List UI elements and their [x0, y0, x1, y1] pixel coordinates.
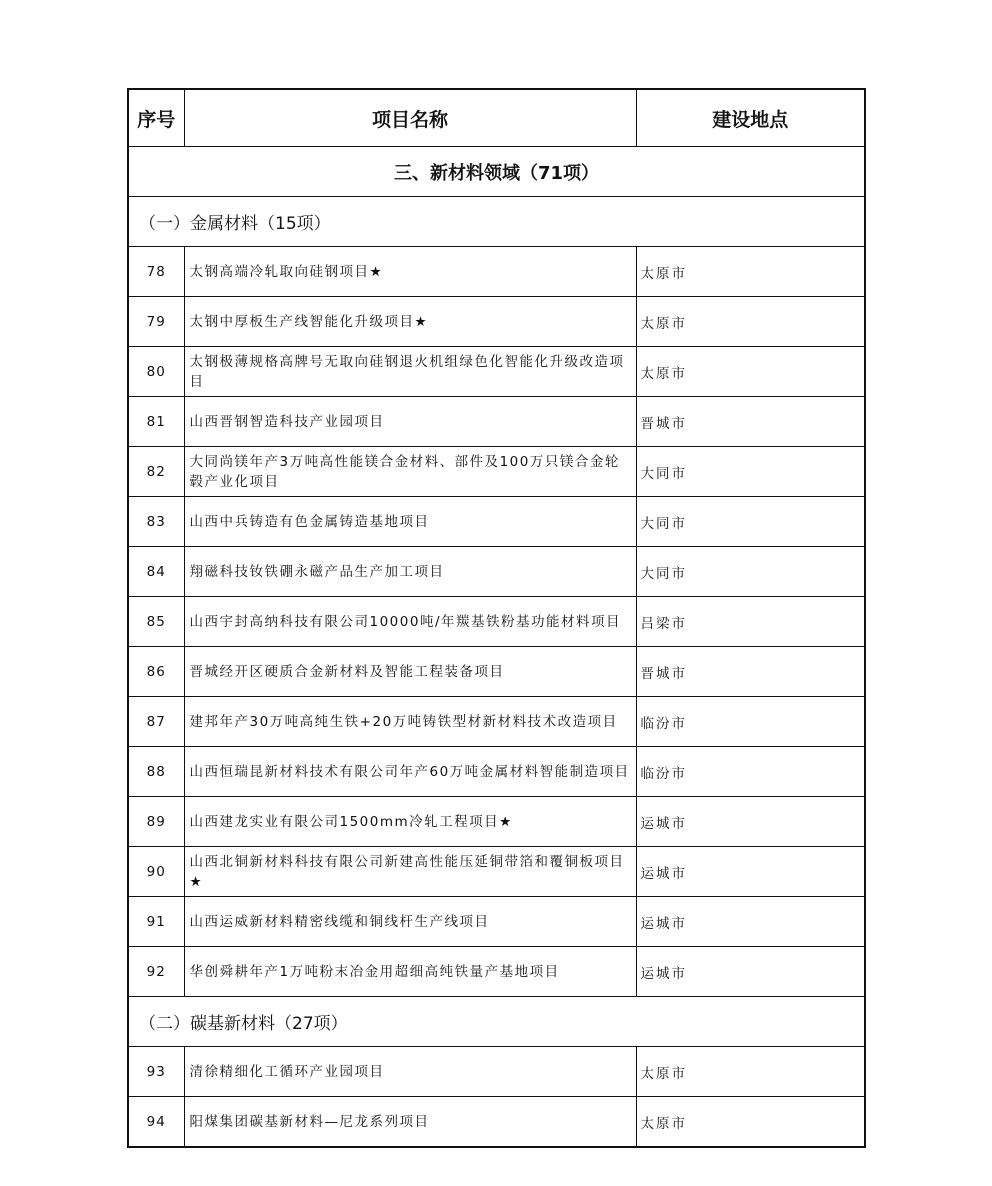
- row-num: 88: [128, 747, 184, 797]
- row-num: 87: [128, 697, 184, 747]
- row-location: 运城市: [636, 797, 865, 847]
- table-row: [128, 947, 865, 997]
- table-row: [128, 1047, 865, 1097]
- row-num: 83: [128, 497, 184, 547]
- table-row: [128, 497, 865, 547]
- row-project-name: 华创舜耕年产1万吨粉末冶金用超细高纯铁量产基地项目: [184, 947, 636, 997]
- row-project-name: 山西恒瑞昆新材料技术有限公司年产60万吨金属材料智能制造项目: [184, 747, 636, 797]
- table-row: [128, 547, 865, 597]
- row-project-name: 清徐精细化工循环产业园项目: [184, 1047, 636, 1097]
- row-location: 大同市: [636, 497, 865, 547]
- row-location: 临汾市: [636, 747, 865, 797]
- row-num: 89: [128, 797, 184, 847]
- row-location: 大同市: [636, 547, 865, 597]
- row-project-name: 翔磁科技钕铁硼永磁产品生产加工项目: [184, 547, 636, 597]
- row-num: 82: [128, 447, 184, 497]
- row-project-name: 太钢中厚板生产线智能化升级项目★: [184, 297, 636, 347]
- table-row: [128, 1097, 865, 1148]
- row-project-name: 太钢极薄规格高牌号无取向硅钢退火机组绿色化智能化升级改造项目: [184, 347, 636, 397]
- row-num: 91: [128, 897, 184, 947]
- group-title: （二）碳基新材料（27项）: [128, 997, 865, 1047]
- table-header-row: [128, 89, 865, 147]
- row-num: 78: [128, 247, 184, 297]
- table-row: [128, 797, 865, 847]
- table-row: [128, 347, 865, 397]
- header-num: 序号: [128, 89, 184, 147]
- row-num: 81: [128, 397, 184, 447]
- row-location: 太原市: [636, 297, 865, 347]
- row-location: 晋城市: [636, 647, 865, 697]
- section-title: 三、新材料领域（71项）: [128, 147, 865, 197]
- table-row: [128, 297, 865, 347]
- row-project-name: 山西中兵铸造有色金属铸造基地项目: [184, 497, 636, 547]
- row-location: 运城市: [636, 847, 865, 897]
- project-table: [127, 88, 866, 1148]
- table-row: [128, 247, 865, 297]
- row-project-name: 建邦年产30万吨高纯生铁+20万吨铸铁型材新材料技术改造项目: [184, 697, 636, 747]
- row-location: 太原市: [636, 1097, 865, 1148]
- row-num: 86: [128, 647, 184, 697]
- row-project-name: 阳煤集团碳基新材料—尼龙系列项目: [184, 1097, 636, 1148]
- group-title-row: [128, 197, 865, 247]
- row-location: 运城市: [636, 947, 865, 997]
- row-num: 84: [128, 547, 184, 597]
- row-project-name: 山西运威新材料精密线缆和铜线杆生产线项目: [184, 897, 636, 947]
- project-table-body: [128, 89, 865, 1147]
- row-project-name: 山西宇封高纳科技有限公司10000吨/年羰基铁粉基功能材料项目: [184, 597, 636, 647]
- row-project-name: 山西北铜新材料科技有限公司新建高性能压延铜带箔和覆铜板项目★: [184, 847, 636, 897]
- group-title-row: [128, 997, 865, 1047]
- row-project-name: 山西建龙实业有限公司1500mm冷轧工程项目★: [184, 797, 636, 847]
- table-row: [128, 747, 865, 797]
- table-row: [128, 697, 865, 747]
- row-location: 太原市: [636, 347, 865, 397]
- row-num: 79: [128, 297, 184, 347]
- row-num: 85: [128, 597, 184, 647]
- row-project-name: 大同尚镁年产3万吨高性能镁合金材料、部件及100万只镁合金轮毂产业化项目: [184, 447, 636, 497]
- table-row: [128, 397, 865, 447]
- row-num: 80: [128, 347, 184, 397]
- row-location: 吕梁市: [636, 597, 865, 647]
- row-project-name: 晋城经开区硬质合金新材料及智能工程装备项目: [184, 647, 636, 697]
- table-row: [128, 897, 865, 947]
- header-name: 项目名称: [184, 89, 636, 147]
- row-location: 运城市: [636, 897, 865, 947]
- table-row: [128, 647, 865, 697]
- group-title: （一）金属材料（15项）: [128, 197, 865, 247]
- row-location: 晋城市: [636, 397, 865, 447]
- table-row: [128, 847, 865, 897]
- row-location: 大同市: [636, 447, 865, 497]
- row-num: 94: [128, 1097, 184, 1148]
- row-num: 93: [128, 1047, 184, 1097]
- row-project-name: 太钢高端冷轧取向硅钢项目★: [184, 247, 636, 297]
- row-location: 太原市: [636, 1047, 865, 1097]
- row-location: 太原市: [636, 247, 865, 297]
- section-title-row: [128, 147, 865, 197]
- row-location: 临汾市: [636, 697, 865, 747]
- table-row: [128, 447, 865, 497]
- row-num: 90: [128, 847, 184, 897]
- header-location: 建设地点: [636, 89, 865, 147]
- row-project-name: 山西晋钢智造科技产业园项目: [184, 397, 636, 447]
- row-num: 92: [128, 947, 184, 997]
- table-row: [128, 597, 865, 647]
